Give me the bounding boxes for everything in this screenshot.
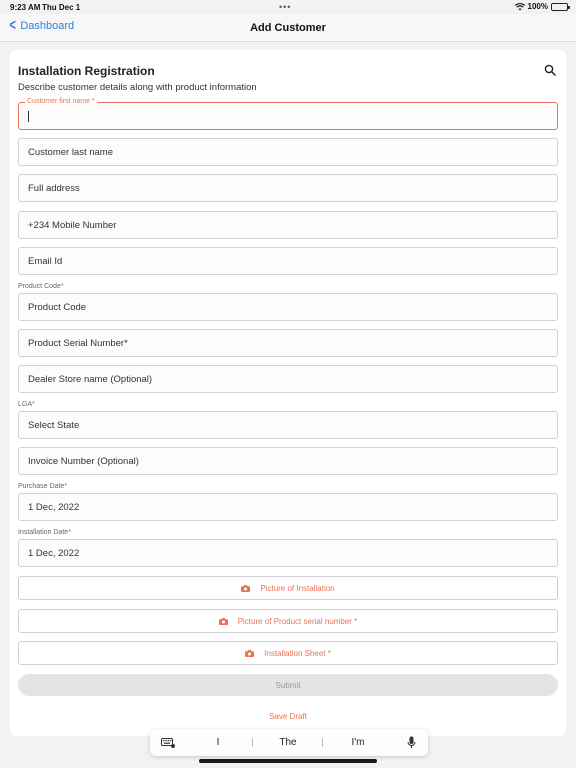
installation-date-label: Installation Date* xyxy=(18,529,71,536)
save-draft-button[interactable]: Save Draft xyxy=(269,712,307,721)
purchase-date-input[interactable] xyxy=(18,493,558,521)
navigation-bar xyxy=(0,14,576,42)
submit-button[interactable]: Submit xyxy=(18,674,558,696)
picture-of-installation-label: Picture of Installation xyxy=(260,583,335,593)
status-time: 9:23 AM xyxy=(10,3,41,12)
email-placeholder: Email Id xyxy=(28,255,63,267)
invoice-number-input[interactable] xyxy=(18,447,558,475)
full-address-input[interactable] xyxy=(18,174,558,202)
picture-of-serial-number-label: Picture of Product serial number * xyxy=(237,616,358,626)
page-title: Add Customer xyxy=(250,22,326,34)
invoice-number-placeholder: Invoice Number (Optional) xyxy=(28,455,139,467)
camera-icon xyxy=(245,650,254,657)
suggestion-2[interactable]: The xyxy=(279,737,297,748)
text-caret xyxy=(28,111,29,122)
product-code-placeholder: Product Code xyxy=(28,301,87,313)
first-name-label: Customer first name * xyxy=(27,98,95,105)
status-bar xyxy=(0,0,576,14)
registration-card xyxy=(10,50,566,736)
camera-icon xyxy=(219,618,228,625)
installation-sheet-button[interactable] xyxy=(18,641,558,665)
status-date: Thu Dec 1 xyxy=(42,3,81,12)
purchase-date-label: Purchase Date* xyxy=(18,483,68,490)
wifi-icon xyxy=(515,3,525,11)
select-state-placeholder: Select State xyxy=(28,419,80,431)
email-input[interactable] xyxy=(18,247,558,275)
installation-date-input[interactable] xyxy=(18,539,558,567)
mobile-number-input[interactable] xyxy=(18,211,558,239)
product-code-label: Product Code* xyxy=(18,283,64,290)
lga-label: LGA* xyxy=(18,401,35,408)
dealer-store-input[interactable] xyxy=(18,365,558,393)
installation-sheet-label: Installation Sheet * xyxy=(264,648,331,658)
picture-of-serial-number-button[interactable] xyxy=(18,609,558,633)
mobile-number-placeholder: +234 Mobile Number xyxy=(28,219,117,231)
back-label: Dashboard xyxy=(20,20,75,32)
installation-date-value: 1 Dec, 2022 xyxy=(28,547,80,559)
battery-icon xyxy=(551,3,568,11)
picture-of-installation-button[interactable] xyxy=(18,576,558,600)
status-right xyxy=(515,2,568,11)
product-serial-input[interactable] xyxy=(18,329,558,357)
microphone-icon[interactable] xyxy=(407,736,416,749)
suggestion-divider xyxy=(322,738,323,747)
chevron-left-icon: < xyxy=(9,17,16,34)
product-code-input[interactable] xyxy=(18,293,558,321)
product-serial-placeholder: Product Serial Number* xyxy=(28,337,128,349)
home-indicator[interactable] xyxy=(199,759,377,763)
suggestion-3[interactable]: I'm xyxy=(351,737,365,748)
full-address-placeholder: Full address xyxy=(28,182,80,194)
card-title: Installation Registration xyxy=(18,64,155,78)
keyboard-icon[interactable] xyxy=(161,738,175,748)
suggestion-divider xyxy=(252,738,253,747)
keyboard-suggestion-bar xyxy=(150,729,428,756)
multitasking-dots-icon[interactable]: ••• xyxy=(279,2,292,12)
purchase-date-value: 1 Dec, 2022 xyxy=(28,501,80,513)
search-icon[interactable] xyxy=(544,64,556,76)
select-state-dropdown[interactable] xyxy=(18,411,558,439)
last-name-placeholder: Customer last name xyxy=(28,146,114,158)
suggestion-1[interactable]: I xyxy=(216,737,220,748)
dealer-store-placeholder: Dealer Store name (Optional) xyxy=(28,373,153,385)
battery-percent: 100% xyxy=(527,2,548,11)
first-name-input[interactable] xyxy=(18,98,558,130)
camera-icon xyxy=(241,585,250,592)
last-name-input[interactable] xyxy=(18,138,558,166)
card-subtitle: Describe customer details along with product information xyxy=(18,82,257,93)
